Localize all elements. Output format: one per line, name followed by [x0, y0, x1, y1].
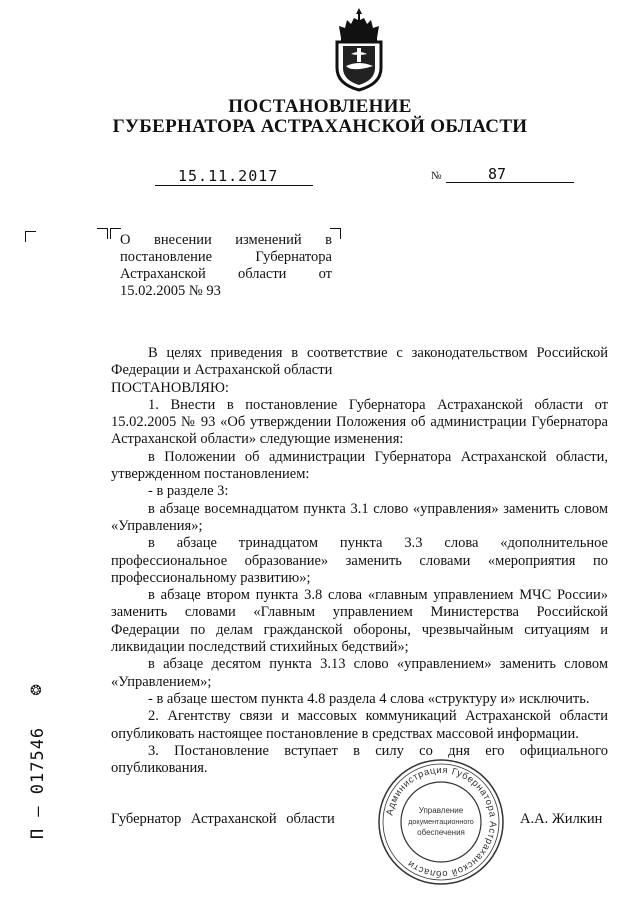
corner-mark — [97, 228, 108, 239]
stamp-inner-line: Управление — [418, 806, 464, 815]
body-paragraph: в абзаце восемнадцатом пункта 3.1 слово «управления» заменить словом «Управления»; — [111, 500, 608, 534]
body-paragraph: В целях приведения в соответствие с законодательством Российской Федерации и Астраханской области — [111, 345, 608, 379]
body-paragraph: ПОСТАНОВЛЯЮ: — [111, 379, 229, 396]
body-paragraph: 1. Внести в постановление Губернатора Астраханской области от 15.02.2005 № 93 «Об утверждении Положения об администрации Губернатора Астраханской области» следующие изменения: — [111, 396, 608, 448]
body-paragraph: - в абзаце шестом пункта 4.8 раздела 4 слова «структуру и» исключить. — [148, 690, 590, 707]
body-paragraph: 3. Постановление вступает в силу со дня его официального опубликования. — [111, 742, 608, 777]
serial-number-text: П – 017546 — [28, 726, 48, 840]
star-mark-icon: ❂ — [30, 684, 42, 699]
date-underline — [155, 185, 313, 186]
official-stamp — [377, 758, 505, 886]
body-paragraph: в Положении об администрации Губернатора Астраханской области, утвержденном постановлением: — [111, 448, 608, 483]
stamp-inner-line: документационного — [408, 817, 474, 826]
body-paragraph: в абзаце тринадцатом пункта 3.3 слова «дополнительное профессиональное образование» заменить словами «мероприятия по профессиональному развитию»; — [111, 535, 608, 586]
coat-of-arms-emblem — [331, 6, 387, 92]
document-issuer: ГУБЕРНАТОРА АСТРАХАНСКОЙ ОБЛАСТИ — [112, 116, 528, 137]
body-paragraph: 2. Агентству связи и массовых коммуникаций Астраханской области опубликовать настоящее постановление в средствах массовой информации. — [111, 708, 608, 742]
body-paragraph: в абзаце втором пункта 3.8 слова «главным управлением МЧС России» заменить словами «Главным управлением Министерства Российской Федерации по делам гражданской обороны, чрезвычайным ситуациям и ликвидации последствий стихийных бедствий»; — [111, 587, 608, 656]
signature-position: Губернатор Астраханской области — [111, 811, 335, 827]
serial-number — [28, 713, 48, 853]
document-date: 15.11.2017 — [178, 167, 279, 185]
document-subject: О внесении изменений в постановление Губернатора Астраханской области от 15.02.2005 № 93 — [120, 232, 332, 299]
stamp-outer-text: Администрация Губернатора Астраханской области — [384, 764, 499, 880]
document-body — [111, 345, 608, 777]
number-underline — [446, 182, 574, 183]
body-paragraph: - в разделе 3: — [148, 483, 229, 500]
body-paragraph: в абзаце десятом пункта 3.13 слово «управлением» заменить словом «Управлением»; — [111, 656, 608, 690]
corner-mark — [25, 231, 36, 242]
stamp-inner-line: обеспечения — [417, 828, 465, 837]
number-label: № — [431, 170, 442, 182]
document-number: 87 — [488, 165, 507, 183]
document-title: ПОСТАНОВЛЕНИЕ — [228, 96, 412, 117]
signature-name: А.А. Жилкин — [520, 811, 603, 827]
